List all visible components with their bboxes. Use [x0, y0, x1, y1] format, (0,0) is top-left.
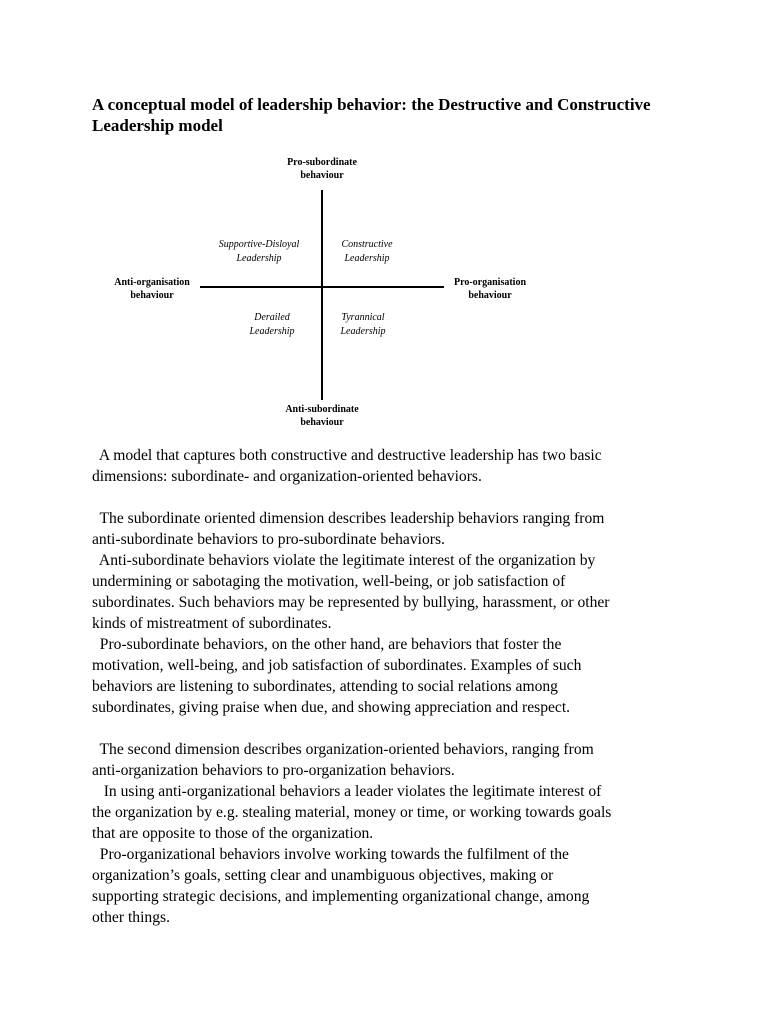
organisation-axis-line: [200, 286, 444, 288]
paragraph-gap: [92, 718, 682, 739]
quadrant-derailed: Derailed Leadership: [249, 312, 295, 337]
body-text: [92, 445, 682, 928]
quadrant-supportive-disloyal: Supportive-Disloyal Leadership: [218, 239, 300, 264]
quadrant-tyrannical: Tyrannical Leadership: [340, 312, 386, 337]
paragraph: A model that captures both constructive and destructive leadership has two basic dimensions: subordinate- and organization-oriented behaviors.: [92, 447, 602, 485]
paragraph: In using anti-organizational behaviors a leader violates the legitimate interest of the organization by e.g. stealing material, money or time, or working towards goals that are opposite to those of the organization.: [92, 783, 612, 842]
subordinate-axis-line: [321, 190, 323, 400]
paragraph: The second dimension describes organization-oriented behaviors, ranging from anti-organization behaviors to pro-organization behaviors.: [92, 741, 594, 779]
paragraph: Anti-subordinate behaviors violate the legitimate interest of the organization by undermining or sabotaging the motivation, well-being, or job satisfaction of subordinates. Such behaviors may be represented by bullying, harassment, or other kinds of mistreatment of subordinates.: [92, 552, 610, 632]
leadership-model-diagram: [100, 150, 540, 435]
paragraph-gap: [92, 487, 682, 508]
paragraph: Pro-organizational behaviors involve working towards the fulfilment of the organization’s goals, setting clear and unambiguous objectives, making or supporting strategic decisions, and implementing organizational change, among other things.: [92, 846, 590, 926]
quadrant-constructive: Constructive Leadership: [341, 239, 393, 264]
axis-label-anti-organisation: Anti-organisation behaviour: [114, 277, 190, 301]
axis-label-pro-organisation: Pro-organisation behaviour: [453, 277, 527, 301]
axis-label-pro-subordinate: Pro-subordinate behaviour: [287, 157, 357, 181]
axis-label-anti-subordinate: Anti-subordinate behaviour: [285, 404, 359, 428]
paragraph: The subordinate oriented dimension describes leadership behaviors ranging from anti-subordinate behaviors to pro-subordinate behaviors.: [92, 510, 605, 548]
document-title: A conceptual model of leadership behavior: the Destructive and Constructive Leadership model: [92, 95, 651, 135]
paragraph: Pro-subordinate behaviors, on the other hand, are behaviors that foster the motivation, well-being, and job satisfaction of subordinates. Examples of such behaviors are listening to subordinates, attending to social relations among subordinates, giving praise when due, and showing appreciation and respect.: [92, 636, 582, 716]
